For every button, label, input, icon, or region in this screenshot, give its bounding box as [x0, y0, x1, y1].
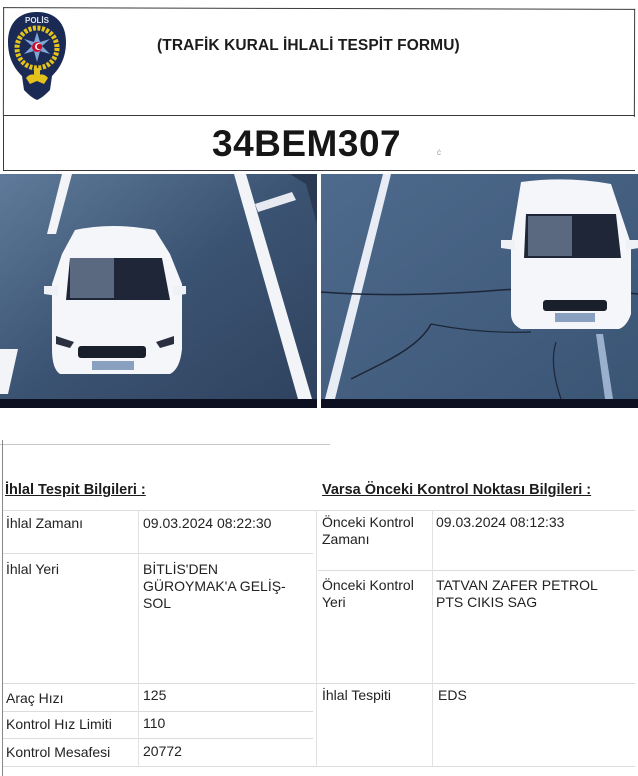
grid-line [316, 510, 317, 766]
grid-line [3, 553, 313, 554]
grid-line [3, 766, 635, 767]
left-border [2, 440, 3, 776]
location-line-3: SOL [143, 595, 172, 611]
detection-method-value: EDS [438, 687, 467, 703]
violation-camera-photo [0, 174, 317, 408]
violation-time-value: 09.03.2024 08:22:30 [143, 515, 272, 531]
form-title: (TRAFİK KURAL İHLALİ TESPİT FORMU) [157, 37, 460, 54]
detection-method-label: İhlal Tespiti [322, 687, 392, 703]
previous-time-label [322, 514, 414, 548]
vehicle-speed-value: 125 [143, 687, 167, 703]
logo-text: POLİS [24, 16, 50, 25]
grid-line [318, 570, 635, 571]
grid-line [3, 510, 635, 511]
previous-checkpoint-title: Varsa Önceki Kontrol Noktası Bilgileri : [322, 482, 592, 498]
grid-line [138, 510, 139, 766]
violation-location-label: İhlal Yeri [6, 561, 59, 577]
previous-location-line-1: TATVAN ZAFER PETROL [436, 577, 598, 593]
violation-time-label: İhlal Zamanı [6, 515, 84, 531]
grid-line [432, 510, 433, 766]
speck: ċ [437, 148, 441, 157]
previous-checkpoint-photo [321, 174, 638, 408]
police-badge-logo [6, 8, 68, 102]
grid-line [3, 738, 313, 739]
control-distance-value: 20772 [143, 743, 182, 759]
photo-caption-left [0, 399, 317, 408]
license-plate-number: 34BEM307 [212, 123, 402, 164]
previous-location-line-2: PTS CIKIS SAG [436, 594, 538, 610]
vehicle-speed-label: Araç Hızı [6, 690, 64, 706]
location-line-2: GÜROYMAK'A GELİŞ- [143, 578, 286, 594]
previous-location-label-line-1: Önceki Kontrol [322, 577, 414, 593]
previous-time-label-line-1: Önceki Kontrol [322, 514, 414, 530]
grid-line [3, 683, 635, 684]
grid-line [3, 711, 313, 712]
previous-location-value [436, 577, 598, 611]
previous-location-label [322, 577, 414, 611]
speed-limit-label: Kontrol Hız Limiti [6, 716, 112, 732]
violation-info-title: İhlal Tespit Bilgileri : [5, 482, 146, 498]
control-distance-label: Kontrol Mesafesi [6, 744, 111, 760]
previous-location-label-line-2: Yeri [322, 594, 346, 610]
divider [0, 444, 330, 445]
car-shape [44, 226, 186, 374]
form-header-box [3, 7, 635, 117]
speed-limit-value: 110 [143, 715, 166, 731]
violation-location-value [143, 561, 286, 612]
previous-time-value: 09.03.2024 08:12:33 [436, 514, 565, 530]
location-line-1: BİTLİS'DEN [143, 561, 219, 577]
photo-caption-right [321, 399, 638, 408]
previous-time-label-line-2: Zamanı [322, 531, 370, 547]
